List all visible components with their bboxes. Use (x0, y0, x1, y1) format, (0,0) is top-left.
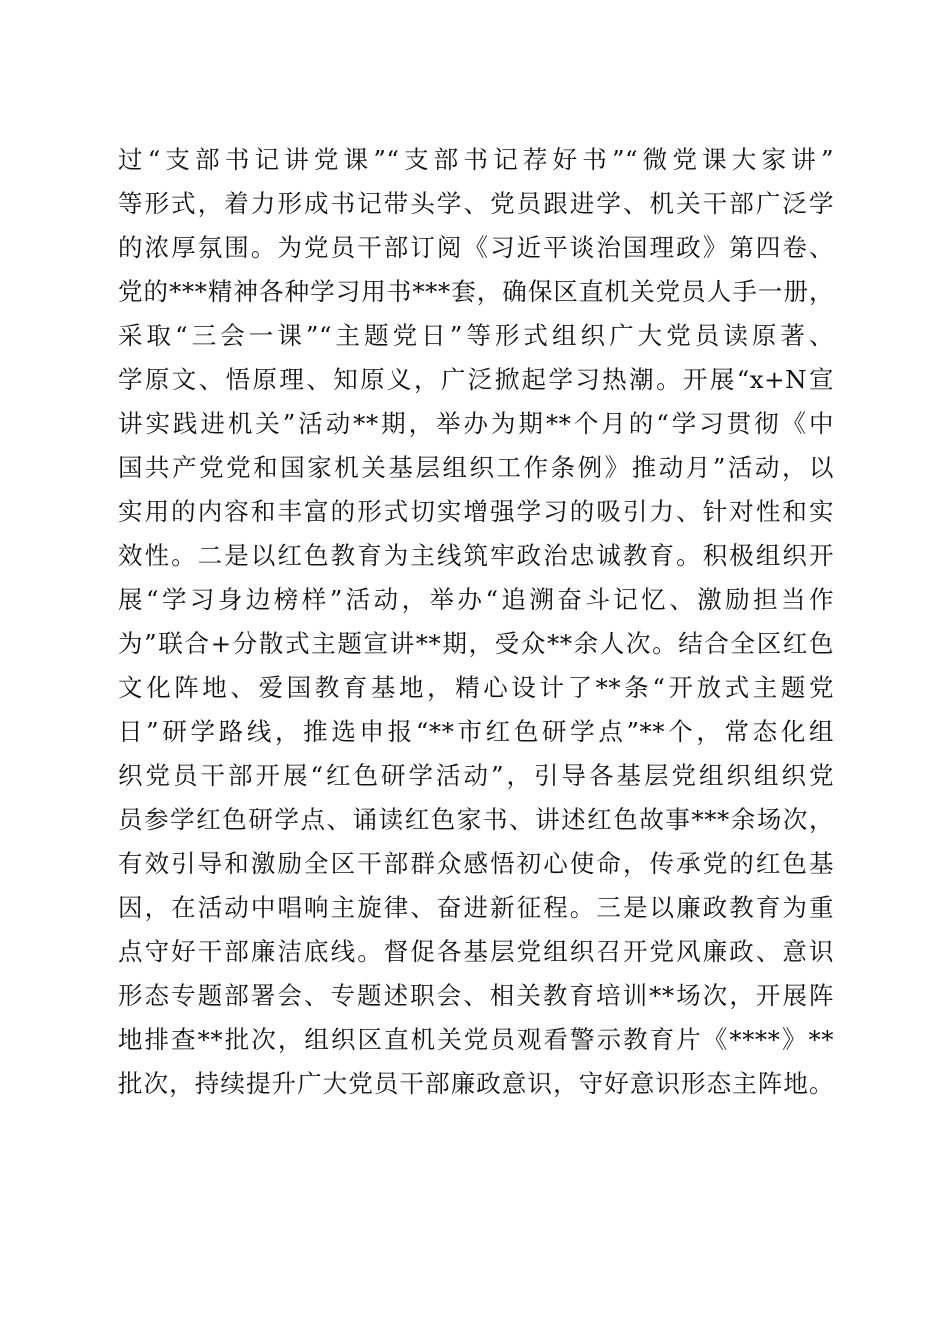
text-line-19: 点守好干部廉洁底线。督促各基层党组织召开党风廉政、意识 (118, 937, 834, 966)
text-line-12: 为”联合+分散式主题宣讲**期，受众**余人次。结合全区红色 (118, 629, 834, 658)
text-line-10: 效性。二是以红色教育为主线筑牢政治忠诚教育。积极组织开 (118, 541, 834, 570)
text-line-7: 讲实践进机关”活动**期，举办为期**个月的“学习贯彻《中 (118, 409, 834, 438)
text-line-15: 织党员干部开展“红色研学活动”，引导各基层党组织组织党 (118, 761, 834, 790)
text-line-5: 采取“三会一课”“主题党日”等形式组织广大党员读原著、 (118, 321, 834, 350)
text-line-6: 学原文、悟原理、知原义，广泛掀起学习热潮。开展“x+N宣 (118, 365, 834, 394)
text-line-13: 文化阵地、爱国教育基地，精心设计了**条“开放式主题党 (118, 673, 834, 702)
text-line-14: 日”研学路线，推选申报“**市红色研学点”**个，常态化组 (118, 717, 834, 746)
text-line-3: 的浓厚氛围。为党员干部订阅《习近平谈治国理政》第四卷、 (118, 233, 834, 262)
text-line-9: 实用的内容和丰富的形式切实增强学习的吸引力、针对性和实 (118, 497, 834, 526)
text-line-8: 国共产党党和国家机关基层组织工作条例》推动月”活动，以 (118, 453, 834, 482)
text-line-20: 形态专题部署会、专题述职会、相关教育培训**场次，开展阵 (118, 981, 834, 1010)
text-line-11: 展“学习身边榜样”活动，举办“追溯奋斗记忆、激励担当作 (118, 585, 834, 614)
text-line-21: 地排查**批次，组织区直机关党员观看警示教育片《****》** (118, 1025, 834, 1054)
text-line-1: 过“支部书记讲党课”“支部书记荐好书”“微党课大家讲” (118, 145, 834, 174)
text-line-18: 因，在活动中唱响主旋律、奋进新征程。三是以廉政教育为重 (118, 893, 834, 922)
text-line-22: 批次，持续提升广大党员干部廉政意识，守好意识形态主阵地。 (118, 1069, 834, 1098)
text-line-2: 等形式，着力形成书记带头学、党员跟进学、机关干部广泛学 (118, 189, 834, 218)
text-line-4: 党的***精神各种学习用书***套，确保区直机关党员人手一册， (118, 277, 834, 306)
text-line-17: 有效引导和激励全区干部群众感悟初心使命，传承党的红色基 (118, 849, 834, 878)
body-paragraph (118, 138, 834, 1106)
text-line-16: 员参学红色研学点、诵读红色家书、讲述红色故事***余场次， (118, 805, 834, 834)
